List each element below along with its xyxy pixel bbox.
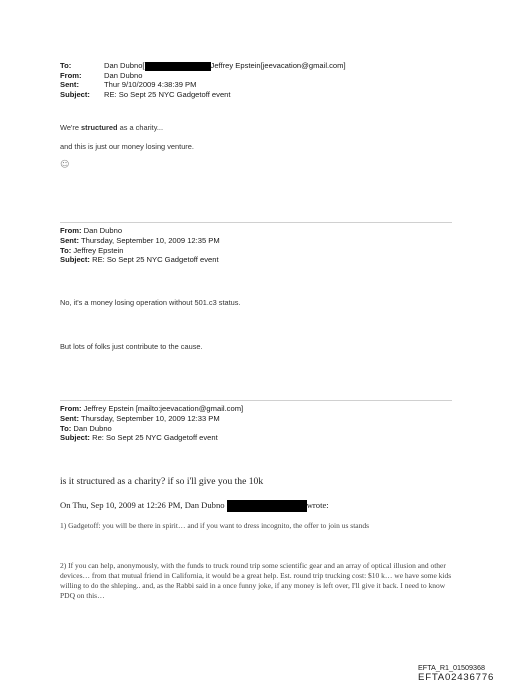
fwd2-to-value: Dan Dubno — [71, 423, 112, 433]
bates-number-1: EFTA_R1_01509368 — [418, 663, 485, 672]
fwd1-to-value: Jeffrey Epstein — [71, 245, 124, 255]
forward-header-2 — [60, 404, 243, 443]
msg1-emphasis: structured — [81, 123, 118, 132]
msg2-line2: But lots of folks just contribute to the cause. — [60, 342, 203, 351]
msg3-item-2: 2) If you can help, anonymously, with the funds to truck round trip some scientific gear and an array of optical illusion and other devices… from that mutual friend in California, it would be a great help. Est. round trip trucking cost: $10 k… we have some kids willing to do the shleping.. and, as the Rabbi said in a once funny joke, if any money is left over, I'll give it back. I need to know PDQ on this… — [60, 561, 452, 600]
smiley-icon: ☺ — [60, 160, 70, 170]
fwd2-sent-label: Sent: — [60, 413, 79, 423]
forward-header-1 — [60, 226, 220, 265]
header-subject-value: RE: So Sept 25 NYC Gadgetoff event — [104, 89, 231, 99]
fwd2-from-value: Jeffrey Epstein [mailto:jeevacation@gmail.com] — [81, 404, 244, 413]
fwd2-sent-value: Thursday, September 10, 2009 12:33 PM — [78, 413, 220, 423]
header-to-label: To: — [60, 61, 72, 70]
header-from-label: From: — [60, 70, 82, 80]
divider-2 — [60, 400, 452, 401]
header-from-value: Dan Dubno — [104, 70, 143, 80]
fwd1-from-label: From: — [60, 226, 82, 235]
email-header — [60, 61, 460, 101]
msg3-quote-attribution: On Thu, Sep 10, 2009 at 12:26 PM, Dan Dubno wrote: — [60, 500, 329, 512]
fwd1-from-value: Dan Dubno — [81, 226, 123, 235]
fwd1-sent-value: Thursday, September 10, 2009 12:35 PM — [78, 235, 220, 245]
header-to-value: Dan Dubno[ — [104, 61, 145, 70]
redaction-block — [145, 62, 211, 71]
fwd1-subject-value: RE: So Sept 25 NYC Gadgetoff event — [89, 255, 219, 265]
fwd2-subject-label: Subject: — [60, 433, 90, 443]
msg2-line1: No, it's a money losing operation without 501.c3 status. — [60, 298, 241, 307]
fwd1-subject-label: Subject: — [60, 255, 90, 265]
header-sent-label: Sent: — [60, 80, 79, 90]
fwd2-to-label: To: — [60, 423, 72, 433]
redaction-block-2 — [227, 500, 307, 512]
header-sent-value: Thur 9/10/2009 4:38:39 PM — [104, 80, 197, 90]
header-subject-label: Subject: — [60, 89, 90, 99]
msg1-line2: and this is just our money losing venture. — [60, 142, 194, 151]
divider-1 — [60, 222, 452, 223]
fwd1-to-label: To: — [60, 245, 72, 255]
fwd1-sent-label: Sent: — [60, 235, 79, 245]
msg1-line1: We're structured as a charity... — [60, 123, 164, 132]
msg3-question: is it structured as a charity? if so i'll give you the 10k — [60, 476, 264, 487]
header-to-value-2: Jeffrey Epstein[jeevacation@gmail.com] — [210, 61, 346, 70]
fwd2-from-label: From: — [60, 404, 82, 413]
msg3-item-1: 1) Gadgetoff: you will be there in spirit… and if you want to dress incognito, the offer to join us stands — [60, 521, 370, 530]
fwd2-subject-value: Re: So Sept 25 NYC Gadgetoff event — [89, 433, 218, 443]
bates-number-2: EFTA02436776 — [418, 672, 495, 683]
